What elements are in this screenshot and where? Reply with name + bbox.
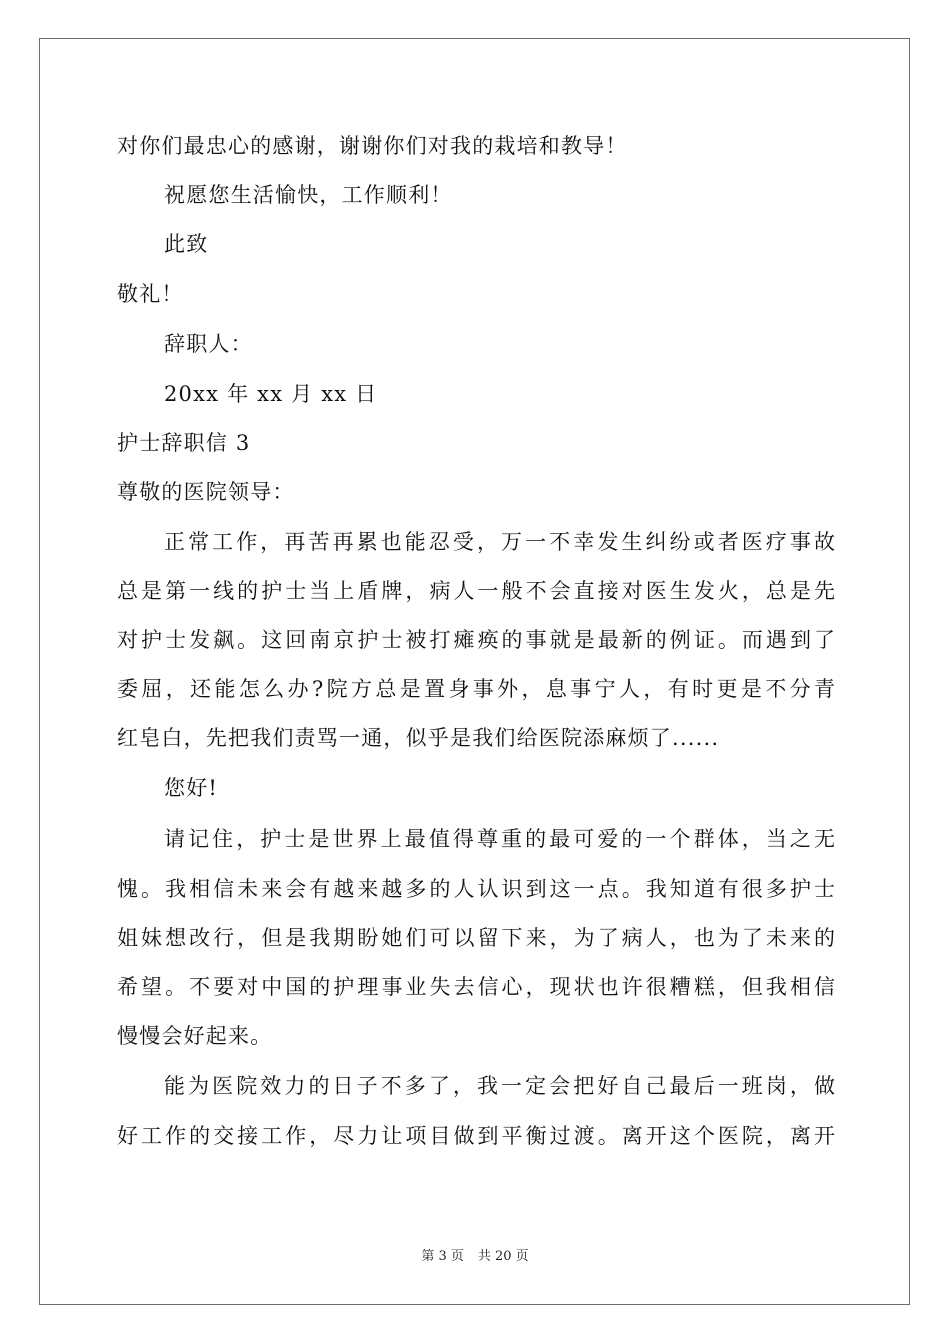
text-line: 姐妹想改行，但是我期盼她们可以留下来，为了病人，也为了未来的 <box>117 926 835 950</box>
salutation: 尊敬的医院领导： <box>117 480 295 504</box>
text-line: 委屈，还能怎么办?院方总是置身事外，息事宁人，有时更是不分青 <box>117 677 835 701</box>
text-line: 希望。不要对中国的护理事业失去信心，现状也许很糟糕，但我相信 <box>117 975 835 999</box>
text-line: 总是第一线的护士当上盾牌，病人一般不会直接对医生发火，总是先 <box>117 579 835 603</box>
text-line: 对你们最忠心的感谢，谢谢你们对我的栽培和教导！ <box>117 134 628 158</box>
text-line: 好工作的交接工作，尽力让项目做到平衡过渡。离开这个医院，离开 <box>117 1124 835 1148</box>
text-line: 辞职人： <box>164 332 253 356</box>
text-line: 祝愿您生活愉快，工作顺利！ <box>164 183 453 207</box>
text-line: 慢慢会好起来。 <box>117 1024 273 1048</box>
date-line: 20xx 年 xx 月 xx 日 <box>164 382 378 406</box>
section-heading: 护士辞职信 3 <box>117 431 251 455</box>
page-total: 共 20 页 <box>477 1249 529 1264</box>
text-line: 愧。我相信未来会有越来越多的人认识到这一点。我知道有很多护士 <box>117 877 835 901</box>
page-number: 第 3 页 <box>421 1249 464 1264</box>
text-line: 您好! <box>164 776 219 800</box>
text-line: 请记住，护士是世界上最值得尊重的最可爱的一个群体，当之无 <box>164 827 835 851</box>
text-line: 红皂白，先把我们责骂一通，似乎是我们给医院添麻烦了...... <box>117 726 720 750</box>
text-line: 此致 <box>164 232 209 256</box>
text-line: 正常工作，再苦再累也能忍受，万一不幸发生纠纷或者医疗事故 <box>164 530 835 554</box>
page-footer <box>0 1248 950 1266</box>
text-line: 对护士发飙。这回南京护士被打瘫痪的事就是最新的例证。而遇到了 <box>117 628 835 652</box>
text-line: 敬礼！ <box>117 282 184 306</box>
text-line: 能为医院效力的日子不多了，我一定会把好自己最后一班岗，做 <box>164 1074 835 1098</box>
